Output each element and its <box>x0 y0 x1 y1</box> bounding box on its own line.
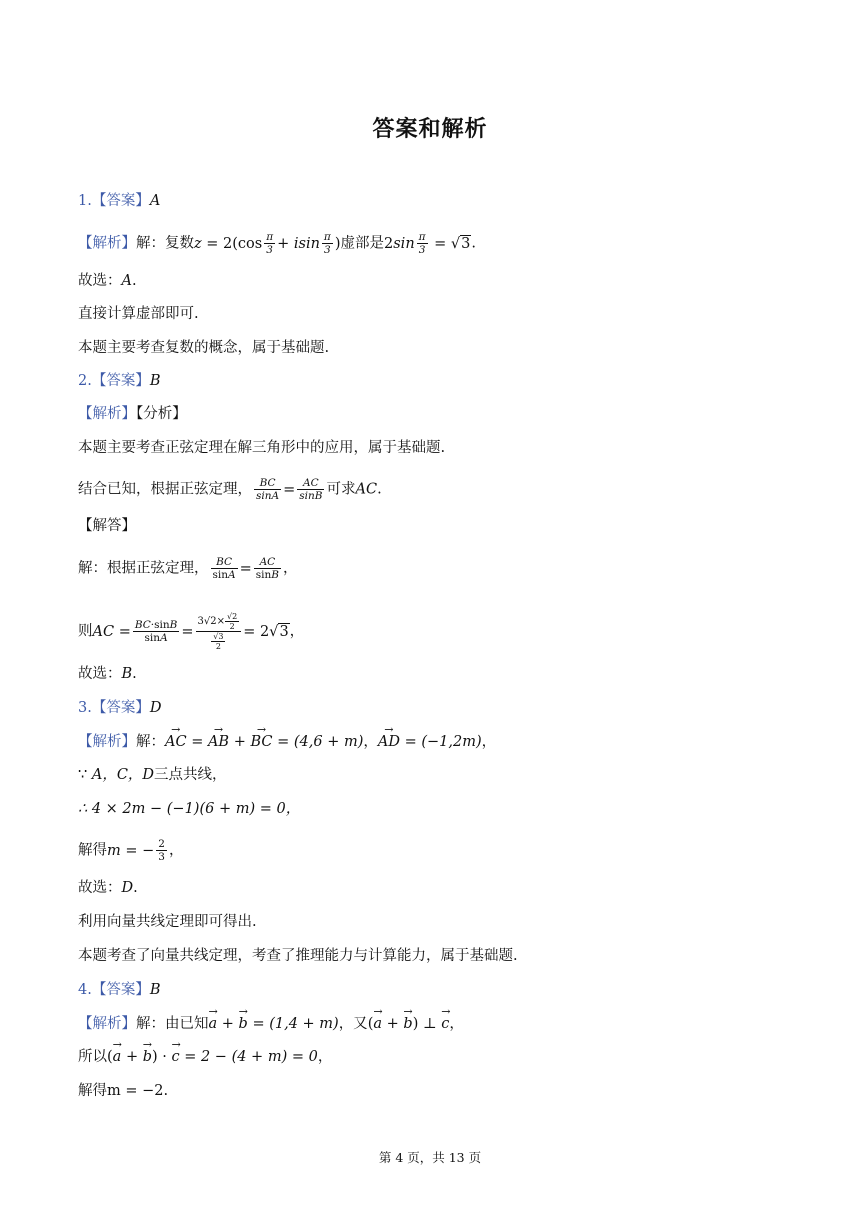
q2-compute-formula: AC = $\frac{BC\cdot\sin B}{\sin A}$ = 3√2× $\frac{√2}{2}$ $\frac{√3}{2}$ = 2√3 <box>92 612 289 651</box>
q3-collinear-text: 三点共线， <box>154 767 227 783</box>
q2-fenxi-label: 【分析】 <box>136 406 187 422</box>
q4-given-text: 解：由已知 <box>136 1016 209 1032</box>
q1-jiexi-label: 【解析】 <box>78 235 136 252</box>
q1-period: . <box>471 235 477 252</box>
q3-choice-text: 故选： <box>78 880 122 896</box>
q1-summary-line: 本题主要考查复数的概念，属于基础题. <box>78 340 330 356</box>
q2-compute-text: 则 <box>78 623 93 640</box>
q2-jiexi-label: 【解析】 <box>78 406 136 422</box>
q4-dot-end: ， <box>317 1049 333 1065</box>
q2-approach-end: . <box>377 481 382 498</box>
q3-vector-text: 解： <box>136 734 165 750</box>
q2-sine-law-line <box>78 556 790 581</box>
q2-choice-end: . <box>132 666 137 682</box>
q4-dot-value: = 2 − (4 + m) = 0 <box>184 1049 318 1065</box>
q3-choice-end: . <box>133 880 138 896</box>
q4-given-line <box>78 1014 790 1034</box>
q3-because: ∵ <box>78 767 92 783</box>
q3-answer-value: D <box>149 700 162 716</box>
q3-summary-line: 本题考查了向量共线定理，考查了推理能力与计算能力，属于基础题. <box>78 948 518 964</box>
q4-given-mid: ，又 <box>338 1016 368 1032</box>
q2-choice-line <box>78 664 790 684</box>
q3-solve-formula: m = − $\frac{2}{3}$ <box>107 838 165 863</box>
q3-jiexi-label: 【解析】 <box>78 734 136 750</box>
q3-answer-line <box>78 698 790 718</box>
q2-approach-target: AC <box>355 481 378 498</box>
q2-sine-law-end: ， <box>283 560 298 577</box>
q2-approach-formula: $\frac{BC}{\sin A}$ = $\frac{AC}{\sin B}$ <box>256 477 323 502</box>
q1-result: 2sin $\frac{\pi}{3}$ = √3 <box>384 231 471 256</box>
q2-answer-label: 2.【答案】 <box>78 373 150 389</box>
q2-approach-text: 结合已知，根据正弦定理， <box>78 481 252 498</box>
q3-vector-sum: → AC = → AB + → BC <box>165 734 277 750</box>
q1-solution-text: 解：复数 <box>136 235 194 252</box>
q2-answer-line <box>78 371 790 391</box>
page-footer: 第 4 页，共 13 页 <box>378 1150 482 1165</box>
q1-choice-line <box>78 271 790 291</box>
q3-vector-ad: → AD <box>378 732 400 752</box>
q3-vector-ad-value: = (−1,2m) <box>404 734 482 750</box>
q3-vector-end: ， <box>481 734 497 750</box>
q4-solve-line: 解得m = −2. <box>78 1083 169 1099</box>
q4-answer-value: B <box>149 982 161 998</box>
q2-choice-text: 故选： <box>78 666 122 682</box>
q1-choice-text: 故选： <box>78 273 122 289</box>
q1-choice-answer: A <box>121 273 132 289</box>
q2-sine-law-text: 解：根据正弦定理， <box>78 560 209 577</box>
q3-collinear-line <box>78 765 790 785</box>
q4-dot-line <box>78 1047 790 1067</box>
q4-given-end: ， <box>449 1016 464 1032</box>
q2-intro-line: 本题主要考查正弦定理在解三角形中的应用，属于基础题. <box>78 440 446 456</box>
q3-vector-line <box>78 732 790 752</box>
q1-answer-line <box>78 191 790 211</box>
q3-vector-sep: ， <box>363 734 378 750</box>
q1-answer-value: A <box>149 193 161 209</box>
q3-answer-label: 3.【答案】 <box>78 700 150 716</box>
q4-dot-text: 所以 <box>78 1049 107 1065</box>
q4-dot-formula: (→ a + → b) · → c <box>107 1049 184 1065</box>
q3-choice-answer: D <box>121 880 134 896</box>
q2-approach-line <box>78 477 790 502</box>
q3-choice-line <box>78 878 790 898</box>
q4-given-value: = (1,4 + m) <box>252 1016 339 1032</box>
q2-compute-end: ， <box>289 623 305 640</box>
q3-equation-line: ∴ 4 × 2m − (−1)(6 + m) = 0， <box>78 801 301 817</box>
q3-points: A，C，D <box>91 767 155 783</box>
q1-imag-text: 虚部是 <box>340 235 384 252</box>
q3-vector-ac: = (4,6 + m) <box>277 734 364 750</box>
q4-answer-label: 4.【答案】 <box>78 982 150 998</box>
q1-method-line: 直接计算虚部即可. <box>78 306 199 322</box>
q1-formula: z = 2(cos $\frac{\pi}{3}$ + isin $\frac{\pi}{3}$ ) <box>194 231 341 256</box>
q2-jieda-label: 【解答】 <box>78 518 136 534</box>
q2-jiexi-line <box>78 404 790 424</box>
q1-choice-end: . <box>131 273 137 289</box>
q2-answer-value: B <box>149 373 161 389</box>
q2-sine-law-formula: $\frac{BC}{\sin A}$ = $\frac{AC}{\sin B}$ <box>212 556 279 581</box>
q4-jiexi-label: 【解析】 <box>78 1016 136 1032</box>
q2-approach-post: 可求 <box>326 481 356 498</box>
q3-solve-end: ， <box>168 842 184 859</box>
q3-method-line: 利用向量共线定理即可得出. <box>78 914 257 930</box>
page-title: 答案和解析 <box>372 117 488 142</box>
q3-solve-text: 解得 <box>78 842 107 859</box>
q4-perp: (→ a + → b) ⊥ → c <box>368 1016 450 1032</box>
q1-answer-label: 1.【答案】 <box>78 193 150 209</box>
q3-solve-line <box>78 838 790 863</box>
q2-choice-answer: B <box>121 666 133 682</box>
q1-solution-line <box>78 231 790 256</box>
q4-given-sum: → a + → b <box>209 1016 253 1032</box>
q2-compute-line <box>78 612 790 651</box>
q4-answer-line <box>78 980 790 1000</box>
